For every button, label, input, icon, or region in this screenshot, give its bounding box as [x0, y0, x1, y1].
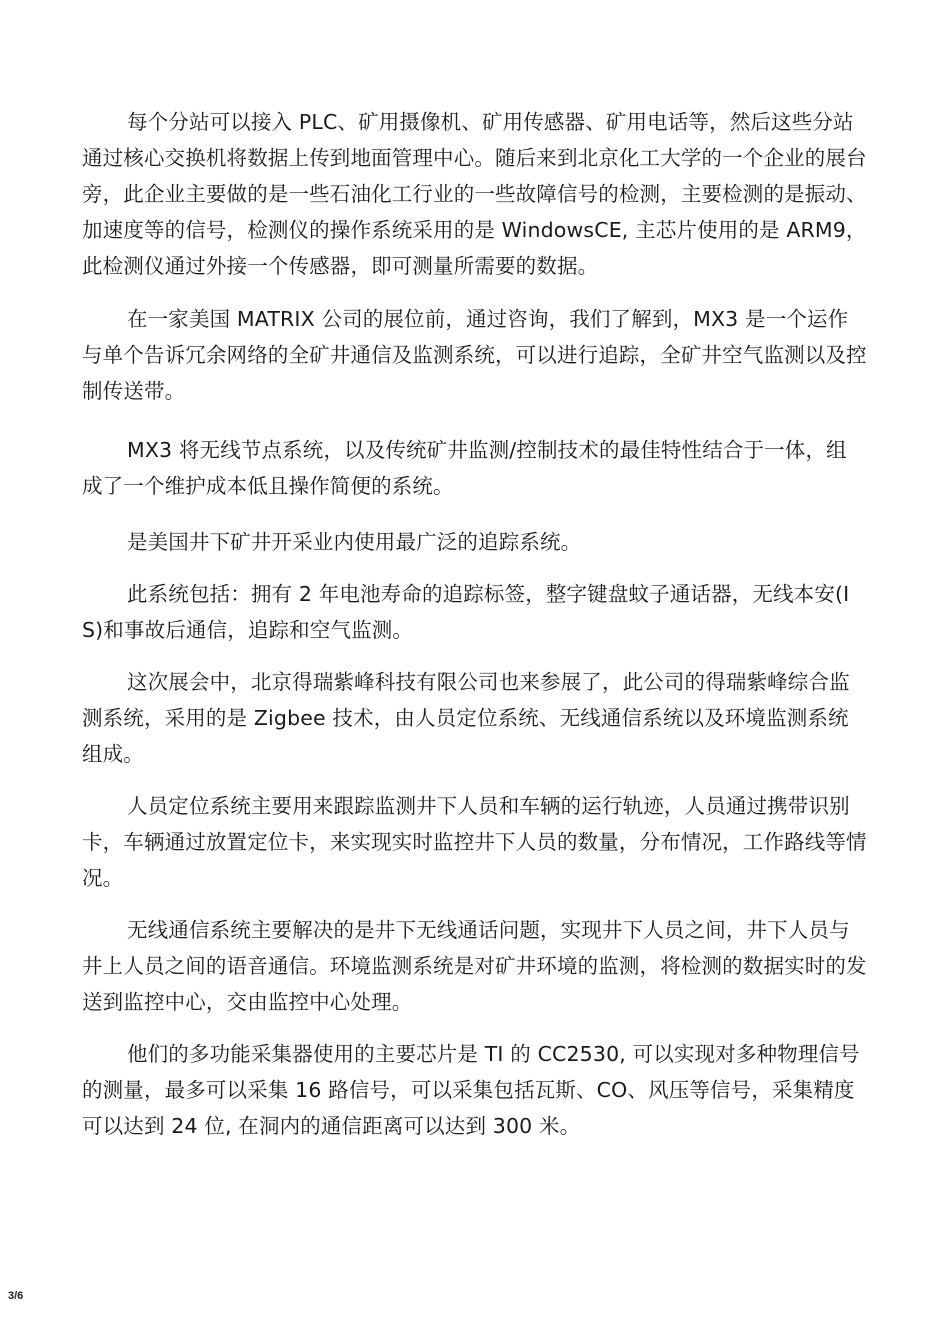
page-number: 3/6 [8, 1290, 24, 1302]
document-body [82, 104, 867, 1144]
paragraph-8: 无线通信系统主要解决的是井下无线通话问题，实现井下人员之间，井下人员与井上人员之间的语音通信。环境监测系统是对矿井环境的监测，将检测的数据实时的发送到监控中心，交由监控中心处理。 [82, 918, 867, 1014]
paragraph-9: 他们的多功能采集器使用的主要芯片是 TI 的 CC2530, 可以实现对多种物理信号的测量，最多可以采集 16 路信号，可以采集包括瓦斯、CO、风压等信号，采集精度可以达到 24 位, 在洞内的通信距离可以达到 300 米。 [82, 1042, 860, 1138]
paragraph-2: 在一家美国 MATRIX 公司的展位前，通过咨询，我们了解到，MX3 是一个运作与单个告诉冗余网络的全矿井通信及监测系统，可以进行追踪，全矿井空气监测以及控制传送带。 [82, 307, 867, 403]
paragraph-3: MX3 将无线节点系统，以及传统矿井监测/控制技术的最佳特性结合于一体，组成了一个维护成本低且操作简便的系统。 [82, 438, 847, 498]
paragraph-6: 这次展会中，北京得瑞紫峰科技有限公司也来参展了，此公司的得瑞紫峰综合监测系统，采用的是 Zigbee 技术，由人员定位系统、无线通信系统以及环境监测系统组成。 [82, 670, 850, 766]
paragraph-4: 是美国井下矿井开采业内使用最广泛的追踪系统。 [127, 530, 582, 554]
paragraph-5: 此系统包括：拥有 2 年电池寿命的追踪标签，整字键盘蚊子通话器，无线本安(IS)和事故后通信，追踪和空气监测。 [82, 582, 850, 642]
paragraph-1: 每个分站可以接入 PLC、矿用摄像机、矿用传感器、矿用电话等，然后这些分站通过核心交换机将数据上传到地面管理中心。随后来到北京化工大学的一个企业的展台旁，此企业主要做的是一些石油化工行业的一些故障信号的检测，主要检测的是振动、加速度等的信号，检测仪的操作系统采用的是 WindowsCE, 主芯片使用的是 ARM9，此检测仪通过外接一个传感器，即可测量所需要的数据。 [82, 110, 867, 278]
paragraph-7: 人员定位系统主要用来跟踪监测井下人员和车辆的运行轨迹，人员通过携带识别卡，车辆通过放置定位卡，来实现实时监控井下人员的数量，分布情况，工作路线等情况。 [82, 794, 867, 890]
